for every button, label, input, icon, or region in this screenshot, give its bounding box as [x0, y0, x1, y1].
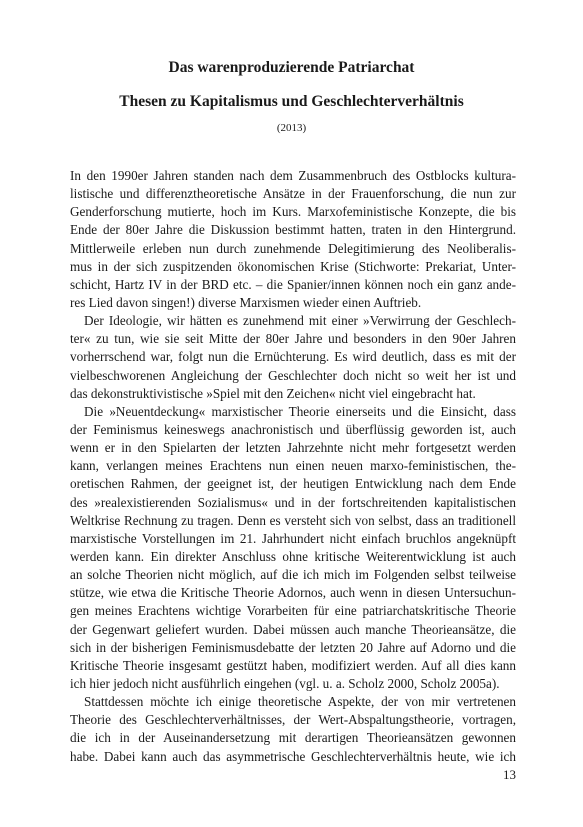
- text-line: der Feminismus keineswegs anachronistisch und überflüssig geworden ist, auch: [70, 421, 516, 437]
- text-line: des »realexistierenden Sozialismus« und in der fortschreitenden kapitalistischen: [70, 494, 516, 510]
- text-line: Mittlerweile erleben nun durch zunehmende Delegitimierung des Neoliberalis-: [70, 240, 516, 256]
- text-line: die ich in der Auseinandersetzung mit derartigen Theorieansätzen gewonnen: [70, 730, 516, 746]
- text-line: vielbeschworenen Angleichung der Geschlechter doch nicht so weit her ist und: [70, 367, 516, 383]
- text-line: kann, verlangen meines Erachtens nun einen neuen marxo-feministischen, the-: [70, 458, 516, 474]
- text-line: Theorie des Geschlechterverhältnisses, der Wert-Abspaltungstheorie, vortragen,: [70, 712, 516, 728]
- chapter-subtitle: Thesen zu Kapitalismus und Geschlechterverhältnis: [119, 93, 464, 110]
- text-line: Weltkrise Rechnung zu tragen. Denn es versteht sich von selbst, dass an traditionell: [70, 512, 516, 528]
- text-line: an solche Theorien nicht möglich, auf die ich mich im Folgenden selbst teilweise: [70, 567, 516, 583]
- text-line: Der Ideologie, wir hätten es zunehmend mit einer »Verwirrung der Geschlech-: [84, 313, 516, 329]
- text-line: werden kann. Ein direkter Anschluss ohne kritische Weiterentwicklung ist auch: [70, 548, 516, 564]
- text-line: stütze, wie etwa die Kritische Theorie Adornos, auch wenn in diesen Untersuchun-: [70, 585, 516, 601]
- text-line: das dekonstruktivistische »Spiel mit den Zeichen« nicht viel eingebracht hat.: [70, 385, 476, 401]
- text-line: Kritische Theorie insgesamt gestützt haben, modifiziert werden. Auf all dies kann: [70, 657, 516, 673]
- text-line: sich in der bisherigen Feminismusdebatte der letzten 20 Jahre auf Adorno und die: [70, 639, 516, 655]
- text-line: mus in der sich zuspitzenden ökonomischen Krise (Stichworte: Prekariat, Unter-: [70, 258, 516, 274]
- text-line: marxistische Vorstellungen im 21. Jahrhundert nicht einfach bruchlos angeknüpft: [70, 530, 516, 546]
- page-number: 13: [503, 767, 516, 782]
- text-line: listische und differenztheoretische Ansätze in der Frauenforschung, die nun zur: [70, 186, 516, 202]
- body-text: [70, 167, 516, 766]
- text-line: Stattdessen möchte ich einige theoretische Aspekte, der von mir vertretenen: [84, 694, 516, 710]
- text-line: Die »Neuentdeckung« marxistischer Theorie einerseits und die Einsicht, dass: [84, 403, 516, 419]
- text-line: wenn er in den Spielarten der letzten Jahrzehnte nicht mehr fortgesetzt werden: [70, 440, 516, 456]
- text-line: gen meines Erachtens wichtige Vorarbeiten für eine patriarchatskritische Theorie: [70, 603, 516, 619]
- text-line: res Lied davon singen!) diverse Marxismen wieder einen Auftrieb.: [70, 294, 422, 310]
- text-line: ich hier jedoch nicht ausführlich eingehen (vgl. u. a. Scholz 2000, Scholz 2005a).: [70, 675, 500, 691]
- text-line: Genderforschung mutierte, hoch im Kurs. Marxofeministische Konzepte, die bis: [70, 204, 516, 220]
- text-line: habe. Dabei kann auch das asymmetrische Geschlechterverhältnis heute, wie ich: [70, 748, 516, 764]
- chapter-title: Das warenproduzierende Patriarchat: [168, 59, 415, 76]
- text-line: schicht, Hartz IV in der BRD etc. – die Spanier/innen können noch ein ganz ande-: [70, 276, 516, 292]
- text-line: ter« zu tun, wie sie seit Mitte der 80er Jahre und besonders in den 90er Jahren: [70, 331, 516, 347]
- text-line: der Gegenwart geliefert wurden. Dabei müssen auch manche Theorieansätze, die: [70, 621, 516, 637]
- text-line: Ende der 80er Jahre die Diskussion bestimmt hatten, traten in den Hintergrund.: [70, 222, 516, 238]
- text-line: In den 1990er Jahren standen nach dem Zusammenbruch des Ostblocks kultura-: [70, 168, 516, 183]
- publication-year: (2013): [276, 122, 307, 134]
- text-line: oretischen Rahmen, der geeignet ist, der heutigen Entwicklung nach dem Ende: [70, 476, 516, 492]
- text-line: vorherrschend war, folgt nun die Ernüchterung. Es wird deutlich, dass es mit der: [70, 349, 516, 365]
